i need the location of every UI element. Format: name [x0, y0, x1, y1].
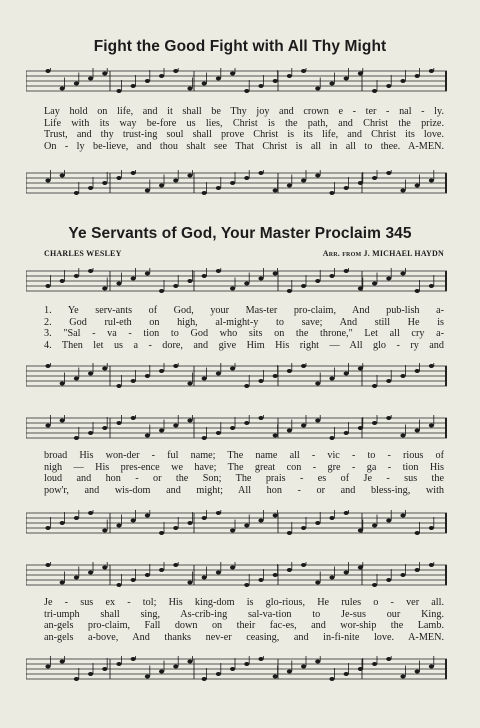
lyric-line: 4. Then let us a - dore, and give Him His right — All glo - ry and — [44, 339, 444, 351]
treble-staff — [26, 68, 447, 94]
hymn-title-ye-servants-of-god: Ye Servants of God, Your Master Proclaim 345 — [68, 225, 412, 242]
lyric-line: 1. Ye serv-ants of God, your Mas-ter pro-claim, And pub-lish a- — [44, 305, 444, 316]
verse-lyrics — [44, 106, 444, 152]
lyric-line: nigh — His pres-ence we have; The great con - gre - ga - tion His — [44, 461, 444, 473]
author-credit: CHARLES WESLEY — [44, 249, 122, 258]
treble-staff — [26, 268, 447, 294]
music-staff-graphic — [26, 415, 447, 441]
music-staff-graphic — [26, 363, 447, 389]
verse-lyrics — [44, 450, 444, 496]
music-staff-graphic — [26, 268, 447, 294]
music-staff-graphic — [26, 562, 447, 588]
lyric-line: 2. God rul-eth on high, al-might-y to save; And still He is — [44, 316, 444, 328]
arranger-credit: Arr. from J. MICHAEL HAYDN — [322, 249, 444, 258]
lyric-line: an-gels pro-claim, Fall down on their fac-es, and wor-ship the Lamb. — [44, 620, 444, 632]
lyric-line: broad His won-der - ful name; The name all - vic - to - rious of — [44, 450, 444, 461]
music-staff-graphic — [26, 68, 447, 94]
music-staff-graphic — [26, 170, 447, 196]
music-staff-graphic — [26, 656, 447, 682]
treble-staff — [26, 562, 447, 588]
lyric-line: 3. "Sal - va - tion to God who sits on the throne," Let all cry a- — [44, 328, 444, 340]
music-staff-graphic — [26, 510, 447, 536]
verse-lyrics — [44, 597, 444, 643]
lyric-line: loud and hon - or the Son; The prais - es of Je - sus the — [44, 473, 444, 485]
lyric-line: an-gels a-bove, And thanks nev-er ceasing, and in-fi-nite love. A-MEN. — [44, 631, 444, 643]
bass-staff — [26, 170, 447, 196]
bass-staff — [26, 656, 447, 682]
bass-staff — [26, 510, 447, 536]
lyric-line: Lay hold on life, and it shall be Thy joy and crown e - ter - nal - ly. — [44, 106, 444, 117]
lyric-line: Trust, and thy trust-ing soul shall prove Christ is its life, and Christ its love. — [44, 129, 444, 141]
verse-lyrics — [44, 305, 444, 351]
hymn-title-fight-the-good-fight: Fight the Good Fight with All Thy Might — [93, 38, 387, 55]
lyric-line: Life with its way be-fore us lies, Christ is the path, and Christ the prize. — [44, 117, 444, 129]
lyric-line: pow'r, and wis-dom and might; All hon - or and bless-ing, with — [44, 484, 444, 496]
bass-staff — [26, 363, 447, 389]
treble-staff — [26, 415, 447, 441]
lyric-line: On - ly be-lieve, and thou shalt see That Christ is all in all to thee. A-MEN. — [44, 140, 444, 152]
lyric-line: Je - sus ex - tol; His king-dom is glo-rious, He rules o - ver all. — [44, 597, 444, 608]
lyric-line: tri-umph shall sing, As-crib-ing sal-va-tion to Je-sus our King. — [44, 608, 444, 620]
